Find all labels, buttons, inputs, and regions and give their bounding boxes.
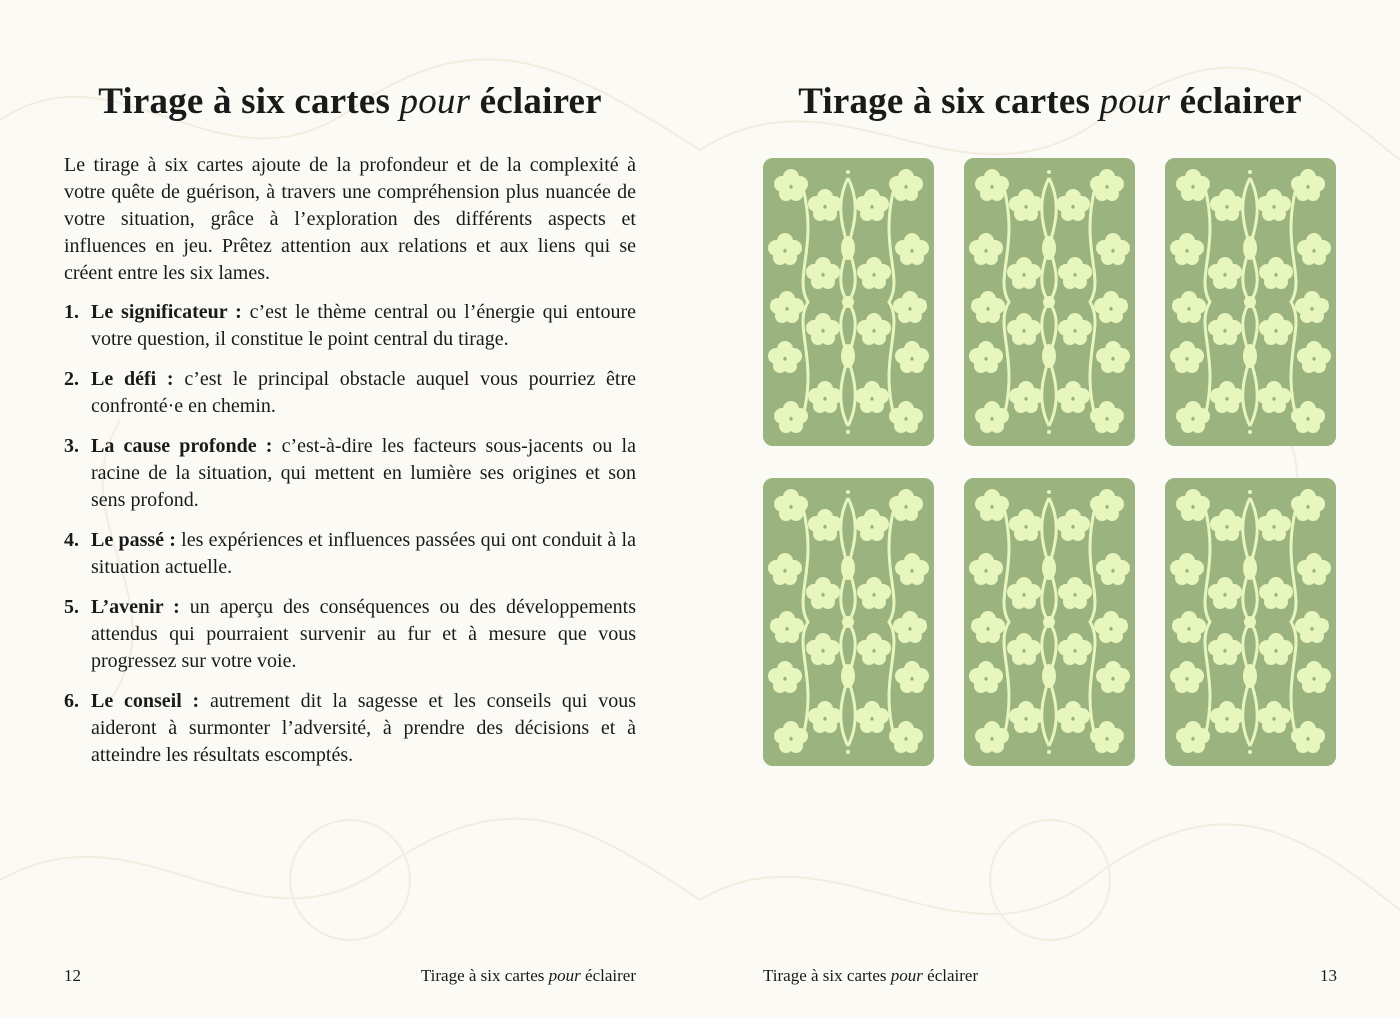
item-number: 3. bbox=[64, 435, 79, 457]
list-item bbox=[64, 527, 636, 581]
page-number: 12 bbox=[64, 966, 81, 985]
item-number: 1. bbox=[64, 301, 79, 323]
page-title: Tirage à six cartes pour éclairer bbox=[798, 81, 1302, 122]
running-head: Tirage à six cartes pour éclairer bbox=[420, 966, 636, 985]
page-number: 13 bbox=[1320, 966, 1337, 985]
card-back-floral-icon bbox=[1165, 478, 1336, 766]
item-term: La cause profonde : bbox=[91, 435, 273, 457]
right-page bbox=[700, 0, 1400, 1018]
body-text bbox=[64, 152, 636, 782]
item-description: autrement dit la sagesse et les conseils qui vous aideront à surmonter l’adversité, à prendre des décisions et à atteindre les résultats escomptés. bbox=[91, 690, 636, 766]
card-back-floral-icon bbox=[964, 158, 1135, 446]
card-back-floral-icon bbox=[763, 478, 934, 766]
item-description: un aperçu des conséquences ou des développements attendus qui pourraient survenir au fur et à mesure que vous progressez sur votre voie. bbox=[91, 596, 636, 672]
card-back-floral-icon bbox=[964, 478, 1135, 766]
item-term: Le significateur : bbox=[91, 301, 242, 323]
list-item bbox=[64, 594, 636, 675]
card-back-floral-icon bbox=[763, 158, 934, 446]
item-term: L’avenir : bbox=[91, 596, 180, 618]
item-term: Le passé : bbox=[91, 529, 176, 551]
list-item bbox=[64, 366, 636, 420]
item-number: 6. bbox=[64, 690, 79, 712]
item-number: 5. bbox=[64, 596, 79, 618]
list-item bbox=[64, 433, 636, 514]
item-term: Le conseil : bbox=[91, 690, 200, 712]
item-description: c’est le thème central ou l’énergie qui entoure votre question, il constitue le point central du tirage. bbox=[91, 301, 636, 350]
item-number: 4. bbox=[64, 529, 79, 551]
list-item bbox=[64, 299, 636, 353]
spread-positions-list bbox=[64, 299, 636, 769]
item-term: Le défi : bbox=[91, 368, 174, 390]
list-item bbox=[64, 688, 636, 769]
card-spread bbox=[763, 158, 1338, 768]
item-description: c’est-à-dire les facteurs sous-jacents ou la racine de la situation, qui mettent en lumière ses origines et son sens profond. bbox=[91, 435, 636, 511]
intro-paragraph: Le tirage à six cartes ajoute de la profondeur et de la complexité à votre quête de guérison, à travers une compréhension plus nuancée de votre situation, grâce à l’exploration des différents aspects et influences en jeu. Prêtez attention aux relations et aux liens qui se créent entre les six lames. bbox=[64, 154, 636, 284]
card-back-floral-icon bbox=[1165, 158, 1336, 446]
page-title: Tirage à six cartes pour éclairer bbox=[98, 81, 602, 122]
item-description: les expériences et influences passées qui ont conduit à la situation actuelle. bbox=[91, 529, 636, 578]
item-number: 2. bbox=[64, 368, 79, 390]
item-description: c’est le principal obstacle auquel vous pourriez être confronté·e en chemin. bbox=[91, 368, 636, 417]
running-head: Tirage à six cartes pour éclairer bbox=[763, 966, 979, 985]
